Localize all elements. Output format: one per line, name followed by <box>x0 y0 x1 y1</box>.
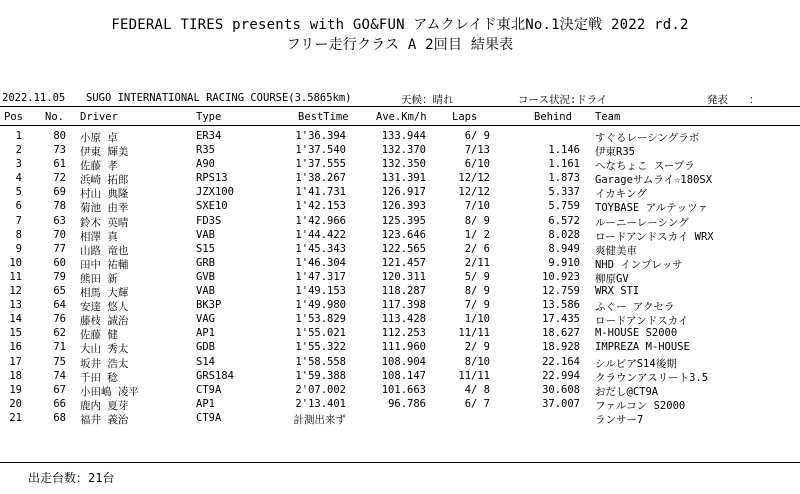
row-behind: 10.923 <box>542 270 580 283</box>
row-laps: 6/ 7 <box>464 397 490 410</box>
row-driver: 田中 祐輔 <box>80 258 129 271</box>
course-name: SUGO INTERNATIONAL RACING COURSE(3.5865km) <box>86 92 352 104</box>
row-driver: 相澤 真 <box>80 230 118 243</box>
info-bar <box>0 92 800 106</box>
row-besttime: 1'46.304 <box>295 256 346 269</box>
row-avg-speed: 132.370 <box>381 144 426 157</box>
table-row <box>0 130 800 144</box>
row-driver: 坂井 浩太 <box>80 357 129 370</box>
row-avg-speed: 132.350 <box>381 158 426 171</box>
row-team: シルビアS14後期 <box>595 357 677 370</box>
row-behind: 30.608 <box>542 383 580 396</box>
row-car-type: R35 <box>196 144 215 157</box>
row-team: ロードアンドスカイ WRX <box>595 230 714 243</box>
row-behind: 5.759 <box>548 200 580 213</box>
row-besttime: 1'47.317 <box>295 270 346 283</box>
row-car-type: GRB <box>196 256 215 269</box>
header-behind: Behind <box>534 111 572 123</box>
row-avg-speed: 118.287 <box>381 285 426 298</box>
row-laps: 7/ 9 <box>464 299 490 312</box>
row-laps: 2/11 <box>464 256 490 269</box>
row-behind: 22.164 <box>542 355 580 368</box>
row-car-number: 64 <box>53 299 66 312</box>
table-row <box>0 257 800 271</box>
header-no: No. <box>45 111 64 123</box>
row-driver: 鈴木 英晴 <box>80 216 129 229</box>
row-team: IMPREZA M-HOUSE <box>595 341 690 354</box>
row-car-type: AP1 <box>196 327 215 340</box>
row-besttime: 1'37.540 <box>295 144 346 157</box>
row-pos: 13 <box>9 299 22 312</box>
row-pos: 14 <box>9 313 22 326</box>
row-besttime: 1'42.966 <box>295 214 346 227</box>
row-driver: 佐藤 健 <box>80 329 118 342</box>
row-avg-speed: 96.786 <box>388 397 426 410</box>
row-laps: 12/12 <box>458 186 490 199</box>
row-avg-speed: 113.428 <box>381 313 426 326</box>
row-laps: 7/10 <box>464 200 490 213</box>
row-driver: 鹿内 夏芽 <box>80 399 129 412</box>
row-avg-speed: 108.147 <box>381 369 426 382</box>
row-avg-speed: 125.395 <box>381 214 426 227</box>
report-title: FEDERAL TIRES presents with GO&FUN アムクレイド東北No.1決定戦 2022 rd.2 <box>111 17 689 33</box>
row-behind: 8.949 <box>548 242 580 255</box>
row-pos: 2 <box>15 144 22 157</box>
row-besttime: 2'13.401 <box>295 397 346 410</box>
row-car-number: 65 <box>53 285 66 298</box>
row-car-number: 61 <box>53 158 66 171</box>
row-pos: 10 <box>9 256 22 269</box>
row-besttime: 1'55.322 <box>295 341 346 354</box>
row-car-number: 77 <box>53 242 66 255</box>
row-driver: 千田 稔 <box>80 371 118 384</box>
row-pos: 4 <box>15 172 22 185</box>
row-behind: 8.028 <box>548 228 580 241</box>
row-driver: 佐藤 孝 <box>80 160 118 173</box>
row-car-number: 66 <box>53 397 66 410</box>
row-driver: 相馬 大輝 <box>80 287 129 300</box>
results-table <box>0 130 800 426</box>
header-pos: Pos <box>4 111 23 123</box>
row-behind: 18.627 <box>542 327 580 340</box>
row-team: NHD インプレッサ <box>595 258 683 271</box>
row-driver: 菊池 由幸 <box>80 202 129 215</box>
table-row <box>0 158 800 172</box>
row-behind: 17.435 <box>542 313 580 326</box>
table-row <box>0 271 800 285</box>
row-team: へなちょこ スープラ <box>595 160 695 173</box>
row-pos: 11 <box>9 270 22 283</box>
row-pos: 7 <box>15 214 22 227</box>
row-car-type: A90 <box>196 158 215 171</box>
row-pos: 9 <box>15 242 22 255</box>
table-row <box>0 243 800 257</box>
row-car-type: ER34 <box>196 130 222 142</box>
row-avg-speed: 121.457 <box>381 256 426 269</box>
row-team: イカキング <box>595 188 647 201</box>
row-pos: 18 <box>9 369 22 382</box>
row-pos: 8 <box>15 228 22 241</box>
row-team: ロードアンドスカイ <box>595 315 689 328</box>
row-team: 爽健美車 <box>595 244 637 257</box>
row-laps: 8/10 <box>464 355 490 368</box>
row-car-number: 73 <box>53 144 66 157</box>
row-besttime: 1'59.388 <box>295 369 346 382</box>
table-row <box>0 200 800 214</box>
row-car-type: CT9A <box>196 383 222 396</box>
row-laps: 11/11 <box>458 327 490 340</box>
row-behind: 13.586 <box>542 299 580 312</box>
row-behind: 6.572 <box>548 214 580 227</box>
row-besttime: 2'07.002 <box>295 383 346 396</box>
table-row <box>0 215 800 229</box>
row-laps: 11/11 <box>458 369 490 382</box>
row-team: ルーニーレーシング <box>595 216 689 229</box>
row-car-type: JZX100 <box>196 186 234 199</box>
row-laps: 2/ 6 <box>464 242 490 255</box>
row-car-type: SXE10 <box>196 200 228 213</box>
header-laps: Laps <box>452 111 478 123</box>
row-pos: 6 <box>15 200 22 213</box>
row-car-type: S15 <box>196 242 215 255</box>
row-car-number: 70 <box>53 228 66 241</box>
row-besttime: 1'49.980 <box>295 299 346 312</box>
row-besttime: 1'44.422 <box>295 228 346 241</box>
table-header <box>0 111 800 123</box>
row-besttime: 1'42.153 <box>295 200 346 213</box>
header-top-rule <box>0 106 800 107</box>
row-car-type: GDB <box>196 341 215 354</box>
table-row <box>0 229 800 243</box>
row-avg-speed: 112.253 <box>381 327 426 340</box>
row-laps: 6/ 9 <box>464 130 490 142</box>
table-row <box>0 341 800 355</box>
header-team: Team <box>595 111 621 123</box>
row-car-type: AP1 <box>196 397 215 410</box>
row-avg-speed: 123.646 <box>381 228 426 241</box>
row-team: TOYBASE アルテッツァ <box>595 202 709 215</box>
row-avg-speed: 122.565 <box>381 242 426 255</box>
row-car-type: VAB <box>196 228 215 241</box>
row-driver: 熊田 新 <box>80 272 118 285</box>
row-team: ふぐー アクセラ <box>595 301 675 314</box>
row-car-number: 67 <box>53 383 66 396</box>
row-laps: 6/10 <box>464 158 490 171</box>
row-car-type: GRS184 <box>196 369 234 382</box>
row-laps: 7/13 <box>464 144 490 157</box>
row-behind: 1.873 <box>548 172 580 185</box>
row-team: ランサー7 <box>595 413 644 426</box>
row-car-type: S14 <box>196 355 215 368</box>
row-car-number: 63 <box>53 214 66 227</box>
row-car-number: 78 <box>53 200 66 213</box>
course-status: コース状況:ドライ <box>518 94 608 106</box>
header-besttime: BestTime <box>298 111 349 123</box>
row-avg-speed: 133.944 <box>381 130 426 142</box>
row-car-number: 71 <box>53 341 66 354</box>
row-team: ファルコン S2000 <box>595 399 686 412</box>
row-car-number: 80 <box>53 130 66 142</box>
row-pos: 3 <box>15 158 22 171</box>
row-pos: 19 <box>9 383 22 396</box>
row-avg-speed: 131.391 <box>381 172 426 185</box>
weather: 天候：晴れ <box>401 94 454 106</box>
row-pos: 17 <box>9 355 22 368</box>
row-besttime: 1'45.343 <box>295 242 346 255</box>
row-driver: 大山 秀太 <box>80 343 129 356</box>
row-laps: 5/ 9 <box>464 270 490 283</box>
row-laps: 1/10 <box>464 313 490 326</box>
row-besttime: 1'55.021 <box>295 327 346 340</box>
row-car-number: 69 <box>53 186 66 199</box>
row-laps: 4/ 8 <box>464 383 490 396</box>
row-car-type: VAG <box>196 313 215 326</box>
table-row <box>0 299 800 313</box>
table-row <box>0 384 800 398</box>
row-besttime: 1'53.829 <box>295 313 346 326</box>
event-date: 2022.11.05 <box>2 92 66 104</box>
row-car-type: CT9A <box>196 411 222 424</box>
row-pos: 20 <box>9 397 22 410</box>
row-pos: 15 <box>9 327 22 340</box>
row-car-number: 62 <box>53 327 66 340</box>
header-type: Type <box>196 111 222 123</box>
row-car-number: 60 <box>53 256 66 269</box>
row-besttime: 1'58.558 <box>295 355 346 368</box>
row-laps: 8/ 9 <box>464 285 490 298</box>
row-behind: 12.759 <box>542 285 580 298</box>
row-car-type: VAB <box>196 285 215 298</box>
row-team: すぐるレーシングラボ <box>595 132 700 144</box>
row-behind: 37.007 <box>542 397 580 410</box>
row-avg-speed: 117.398 <box>381 299 426 312</box>
row-driver: 伊東 輝美 <box>80 146 129 159</box>
row-car-type: BK3P <box>196 299 222 312</box>
row-team: おだし@CT9A <box>595 385 659 398</box>
row-avg-speed: 108.904 <box>381 355 426 368</box>
table-row <box>0 172 800 186</box>
row-pos: 1 <box>15 130 22 142</box>
row-besttime: 1'49.153 <box>295 285 346 298</box>
footer-rule <box>0 462 800 463</box>
row-driver: 浜崎 拓郎 <box>80 174 129 187</box>
table-row <box>0 356 800 370</box>
row-behind: 22.994 <box>542 369 580 382</box>
table-row <box>0 398 800 412</box>
row-avg-speed: 126.917 <box>381 186 426 199</box>
row-laps: 8/ 9 <box>464 214 490 227</box>
row-driver: 小原 卓 <box>80 132 118 144</box>
header-bottom-rule <box>0 125 800 126</box>
report-subtitle: フリー走行クラス A 2回目 結果表 <box>286 37 514 53</box>
row-laps: 1/ 2 <box>464 228 490 241</box>
row-pos: 21 <box>9 411 22 424</box>
row-pos: 12 <box>9 285 22 298</box>
table-row <box>0 412 800 426</box>
row-car-type: RPS13 <box>196 172 228 185</box>
row-car-number: 74 <box>53 369 66 382</box>
header-driver: Driver <box>80 111 118 123</box>
announced-time: 発表 ： <box>707 94 760 106</box>
row-team: M-HOUSE S2000 <box>595 327 678 340</box>
table-row <box>0 313 800 327</box>
row-behind: 5.337 <box>548 186 580 199</box>
row-car-number: 75 <box>53 355 66 368</box>
row-car-type: GVB <box>196 270 215 283</box>
row-car-number: 68 <box>53 411 66 424</box>
table-row <box>0 370 800 384</box>
row-driver: 藤枝 誠治 <box>80 315 129 328</box>
row-avg-speed: 101.663 <box>381 383 426 396</box>
row-besttime: 1'38.267 <box>295 172 346 185</box>
row-pos: 16 <box>9 341 22 354</box>
row-behind: 1.161 <box>548 158 580 171</box>
row-car-number: 72 <box>53 172 66 185</box>
row-avg-speed: 120.311 <box>381 270 426 283</box>
row-pos: 5 <box>15 186 22 199</box>
row-avg-speed: 111.960 <box>381 341 426 354</box>
row-besttime: 1'36.394 <box>295 130 346 142</box>
table-row <box>0 327 800 341</box>
header-avg-speed: Ave.Km/h <box>376 111 427 123</box>
row-behind: 18.928 <box>542 341 580 354</box>
row-avg-speed: 126.393 <box>381 200 426 213</box>
row-team: 伊東R35 <box>595 146 635 159</box>
row-team: 柳原GV <box>595 272 629 285</box>
row-team: Garageサムライ☆180SX <box>595 174 713 187</box>
row-laps: 12/12 <box>458 172 490 185</box>
row-driver: 安達 悠人 <box>80 301 129 314</box>
table-row <box>0 285 800 299</box>
row-driver: 村山 典隆 <box>80 188 129 201</box>
row-driver: 山路 竜也 <box>80 244 129 257</box>
row-behind: 1.146 <box>548 144 580 157</box>
row-car-type: FD3S <box>196 214 222 227</box>
table-row <box>0 186 800 200</box>
row-besttime: 計測出来ず <box>293 413 346 426</box>
row-team: クラウンアスリート3.5 <box>595 371 709 384</box>
row-besttime: 1'41.731 <box>295 186 346 199</box>
table-row <box>0 144 800 158</box>
row-laps: 2/ 9 <box>464 341 490 354</box>
entry-count: 出走台数：21台 <box>28 471 115 485</box>
row-besttime: 1'37.555 <box>295 158 346 171</box>
row-behind: 9.910 <box>548 256 580 269</box>
row-driver: 福井 義治 <box>80 413 129 426</box>
row-car-number: 79 <box>53 270 66 283</box>
row-car-number: 76 <box>53 313 66 326</box>
row-driver: 小田嶋 凌平 <box>80 385 139 398</box>
row-team: WRX STI <box>595 285 640 298</box>
